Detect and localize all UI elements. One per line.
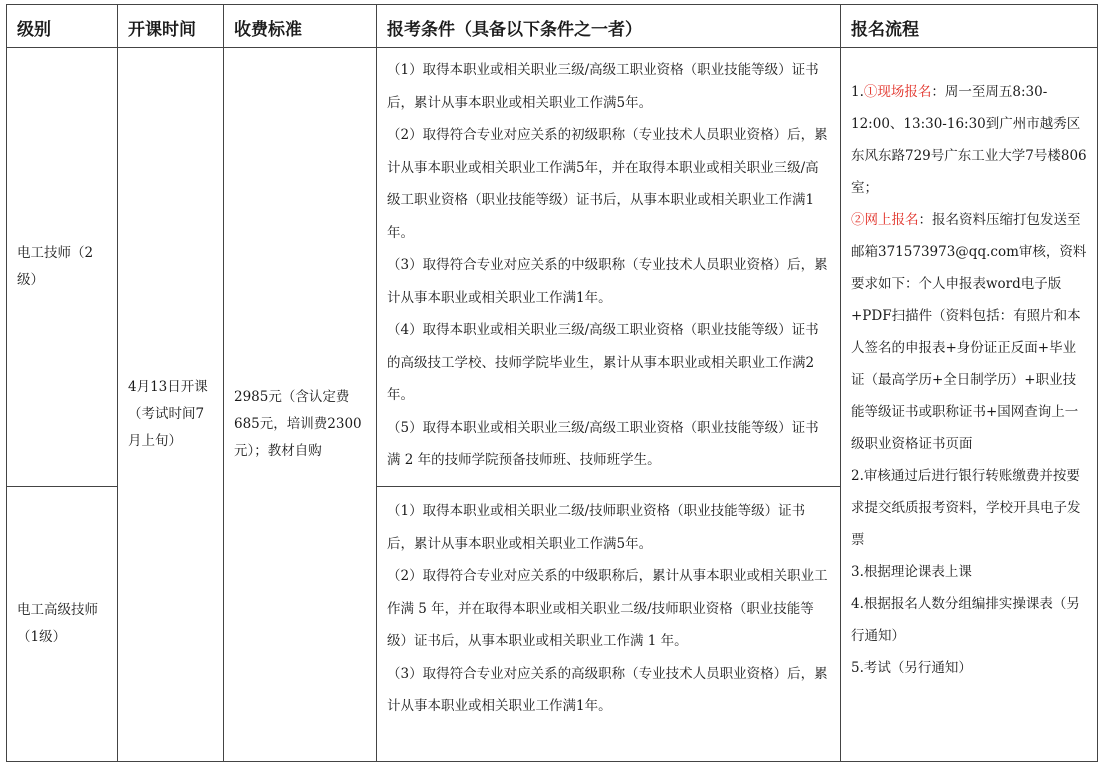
conditions-cell-technician bbox=[376, 47, 841, 487]
process-step-4: 4.根据报名人数分组编排实操课表（另行通知） bbox=[851, 596, 1080, 644]
step1-prefix: 1. bbox=[851, 84, 864, 100]
condition-item: （2）取得符合专业对应关系的初级职称（专业技术人员职业资格）后，累计从事本职业或相关职业工作满5年，并在取得本职业或相关职业三级/高级工职业资格（职业技能等级）证书后，从事本职业或相关职业工作满1 年。 bbox=[387, 127, 828, 241]
level-cell-senior-technician bbox=[6, 486, 118, 762]
header-process: 报名流程 bbox=[840, 4, 1098, 48]
level-name-senior-technician: 电工高级技师（1级） bbox=[17, 602, 98, 645]
process-step-5: 5.考试（另行通知） bbox=[851, 660, 972, 676]
process-step-3: 3.根据理论课表上课 bbox=[851, 564, 972, 580]
header-start-time: 开课时间 bbox=[117, 4, 224, 48]
condition-item: （1）取得本职业或相关职业三级/高级工职业资格（职业技能等级）证书后，累计从事本职业或相关职业工作满5年。 bbox=[387, 62, 819, 111]
online-registration-label: ②网上报名 bbox=[851, 212, 919, 228]
condition-item: （3）取得符合专业对应关系的中级职称（专业技术人员职业资格）后，累计从事本职业或相关职业工作满1年。 bbox=[387, 257, 828, 306]
fee-text: 2985元（含认定费685元，培训费2300元）；教材自购 bbox=[234, 389, 362, 459]
onsite-registration-text: ：周一至周五8:30-12:00、13:30-16:30到广州市越秀区东风东路729号广东工业大学7号楼806室； bbox=[851, 84, 1087, 196]
condition-item: （2）取得符合专业对应关系的中级职称后，累计从事本职业或相关职业工作满 5 年，并在取得本职业或相关职业二级/技师职业资格（职业技能等级）证书后，从事本职业或相关职业工作满 1 年。 bbox=[387, 568, 828, 649]
condition-item: （3）取得符合专业对应关系的高级职称（专业技术人员职业资格）后，累计从事本职业或相关职业工作满1年。 bbox=[387, 665, 828, 714]
process-step-2: 2.审核通过后进行银行转账缴费并按要求提交纸质报考资料，学校开具电子发票 bbox=[851, 468, 1081, 548]
level-name-technician: 电工技师（2级） bbox=[17, 245, 94, 288]
process-step-1 bbox=[851, 76, 1087, 204]
header-level: 级别 bbox=[6, 4, 118, 48]
conditions-cell-senior-technician bbox=[376, 486, 841, 762]
condition-item: （1）取得本职业或相关职业二级/技师职业资格（职业技能等级）证书后，累计从事本职业或相关职业工作满5年。 bbox=[387, 503, 806, 552]
header-fee: 收费标准 bbox=[223, 4, 377, 48]
onsite-registration-label: ①现场报名 bbox=[863, 84, 932, 100]
header-conditions: 报考条件（具备以下条件之一者） bbox=[376, 4, 841, 48]
condition-item: （4）取得本职业或相关职业三级/高级工职业资格（职业技能等级）证书的高级技工学校、技师学院毕业生，累计从事本职业或相关职业工作满2 年。 bbox=[387, 322, 819, 403]
level-cell-technician bbox=[6, 47, 118, 487]
start-time-cell bbox=[117, 47, 224, 762]
process-online bbox=[851, 204, 1087, 460]
condition-item: （5）取得本职业或相关职业三级/高级工职业资格（职业技能等级）证书满 2 年的技师学院预备技师班、技师班学生。 bbox=[387, 419, 819, 468]
start-time-text: 4月13日开课（考试时间7月上旬） bbox=[128, 379, 208, 449]
fee-cell bbox=[223, 47, 377, 762]
online-registration-text: ：报名资料压缩打包发送至邮箱371573973@qq.com审核，资料要求如下：个人申报表word电子版+PDF扫描件（资料包括：有照片和本人签名的申报表+身份证正反面+毕业证（最高学历+全日制学历）+职业技能等级证书或职称证书+国网查询上一级职业资格证书页面 bbox=[851, 212, 1087, 452]
process-cell bbox=[840, 47, 1098, 762]
